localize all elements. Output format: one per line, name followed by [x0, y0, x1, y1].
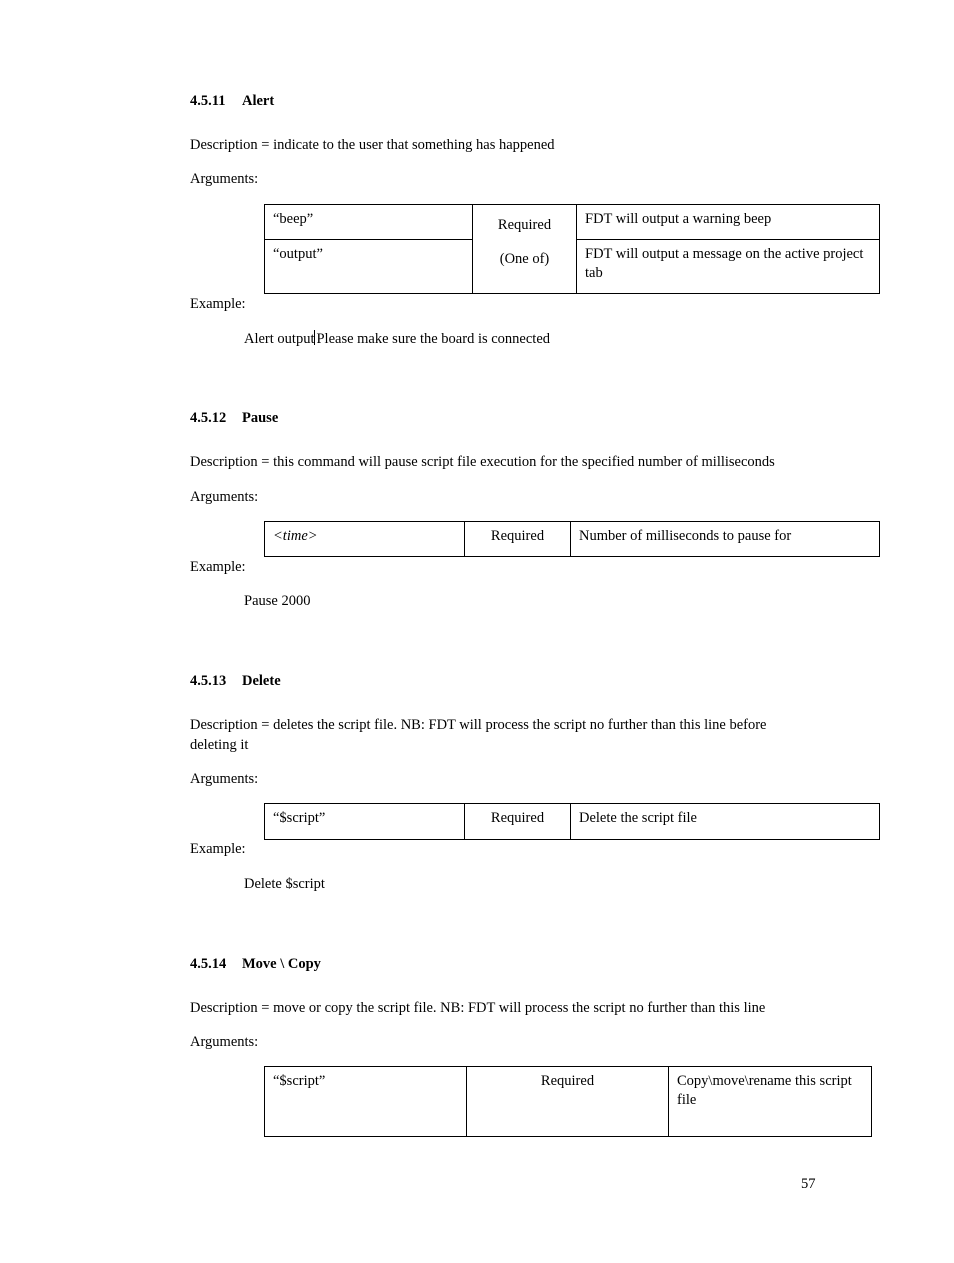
description: Description = move or copy the script file. NB: FDT will process the script no further than this line — [190, 1000, 766, 1016]
requirement-note: (One of) — [499, 251, 550, 267]
description: Description = indicate to the user that something has happened — [190, 137, 555, 153]
table-row — [265, 205, 880, 240]
description: Description = deletes the script file. NB: FDT will process the script no further than this line before — [190, 717, 767, 733]
section-number: 4.5.14 — [190, 956, 227, 972]
description-cell: FDT will output a message on the active project tab — [577, 240, 880, 294]
section-number: 4.5.13 — [190, 673, 227, 689]
section-title: Move \ Copy — [242, 956, 321, 972]
example-label: Example: — [190, 841, 246, 857]
example-code-part: Please make sure the board is connected — [316, 331, 551, 347]
requirement-cell: Required — [465, 522, 571, 557]
requirement-cell: Required — [467, 1067, 669, 1137]
argument-cell: <time> — [265, 522, 465, 557]
arguments-label: Arguments: — [190, 771, 259, 787]
description: Description = this command will pause script file execution for the specified number of milliseconds — [190, 454, 775, 470]
requirement-cell — [473, 205, 577, 294]
section-heading-move-copy — [190, 956, 321, 973]
section-title: Pause — [242, 410, 279, 426]
table-row — [265, 1067, 872, 1137]
section-heading-delete — [190, 673, 281, 690]
requirement-text: Required — [497, 217, 552, 233]
arguments-label: Arguments: — [190, 489, 259, 505]
description-cell: Delete the script file — [571, 804, 880, 840]
requirement-cell: Required — [465, 804, 571, 840]
example-code-part: Alert output — [244, 331, 315, 347]
example-label: Example: — [190, 296, 246, 312]
section-heading-pause — [190, 410, 278, 427]
table-row — [265, 522, 880, 557]
arguments-table-move-copy — [264, 1066, 872, 1137]
argument-cell: “$script” — [265, 1067, 467, 1137]
description-cell: FDT will output a warning beep — [577, 205, 880, 240]
example-code: Delete $script — [244, 876, 325, 892]
section-number: 4.5.11 — [190, 93, 226, 109]
description-cell: Copy\move\rename this script file — [669, 1067, 872, 1137]
example-code: Pause 2000 — [244, 593, 311, 609]
arguments-table-delete — [264, 803, 880, 840]
arguments-label: Arguments: — [190, 1034, 259, 1050]
example-label: Example: — [190, 559, 246, 575]
section-title: Delete — [242, 673, 281, 689]
arguments-table-pause — [264, 521, 880, 557]
arguments-table-alert — [264, 204, 880, 294]
page-number: 57 — [801, 1176, 816, 1192]
example-code — [244, 330, 550, 348]
argument-cell: “output” — [265, 240, 473, 294]
table-row — [265, 804, 880, 840]
description-continuation: deleting it — [190, 737, 249, 753]
section-title: Alert — [242, 93, 275, 109]
section-number: 4.5.12 — [190, 410, 227, 426]
argument-cell: “$script” — [265, 804, 465, 840]
description-cell: Number of milliseconds to pause for — [571, 522, 880, 557]
section-heading-alert — [190, 93, 274, 110]
arguments-label: Arguments: — [190, 171, 259, 187]
argument-cell: “beep” — [265, 205, 473, 240]
